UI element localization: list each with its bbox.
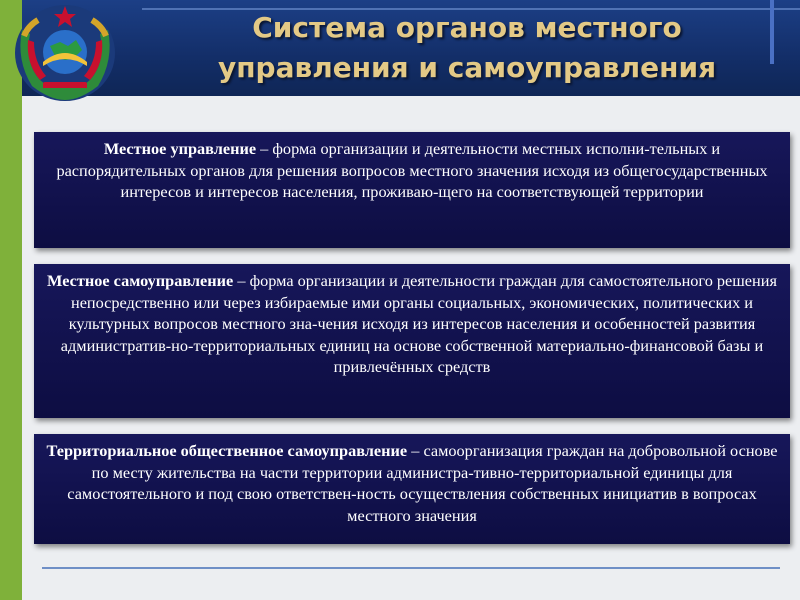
coat-of-arms-icon <box>10 0 120 104</box>
definition-card-territorial-public-self-government <box>34 434 790 544</box>
definition-card-local-self-government <box>34 264 790 418</box>
definition-term: Местное управление <box>103 139 257 158</box>
title-line-1: Система органов местного <box>252 11 682 44</box>
definition-text: – форма организации и деятельности местных исполни-тельных и распорядительных органов для решения вопросов местного значения исходя из общегосударственных интересов и интересов населения, проживаю-щего на соответствующей территории <box>56 139 768 202</box>
slide-header <box>22 0 800 96</box>
definition-term: Местное самоуправление <box>47 271 234 290</box>
slide-title <box>162 8 772 88</box>
footer-divider <box>42 567 780 569</box>
definition-text: – самоорганизация граждан на добровольной основе по месту жительства на части территории администра-тивно-территориальной единицы для самостоятельного и под свою ответствен-ность осуществления собственных инициатив в вопросах местного значения <box>67 441 778 525</box>
definition-card-local-government <box>34 132 790 248</box>
title-line-2: управления и самоуправления <box>217 51 717 84</box>
definition-term: Территориальное общественное самоуправление <box>46 441 408 460</box>
definition-text: – форма организации и деятельности граждан для самостоятельного решения непосредственно или через избираемые ими органы социальных, экономических, политических и культурных вопросов местного зна-чения исходя из интересов населения и особенностей развития административ-но-территориальных единиц на основе собственной материально-финансовой базы и привлечённых средств <box>60 271 777 377</box>
